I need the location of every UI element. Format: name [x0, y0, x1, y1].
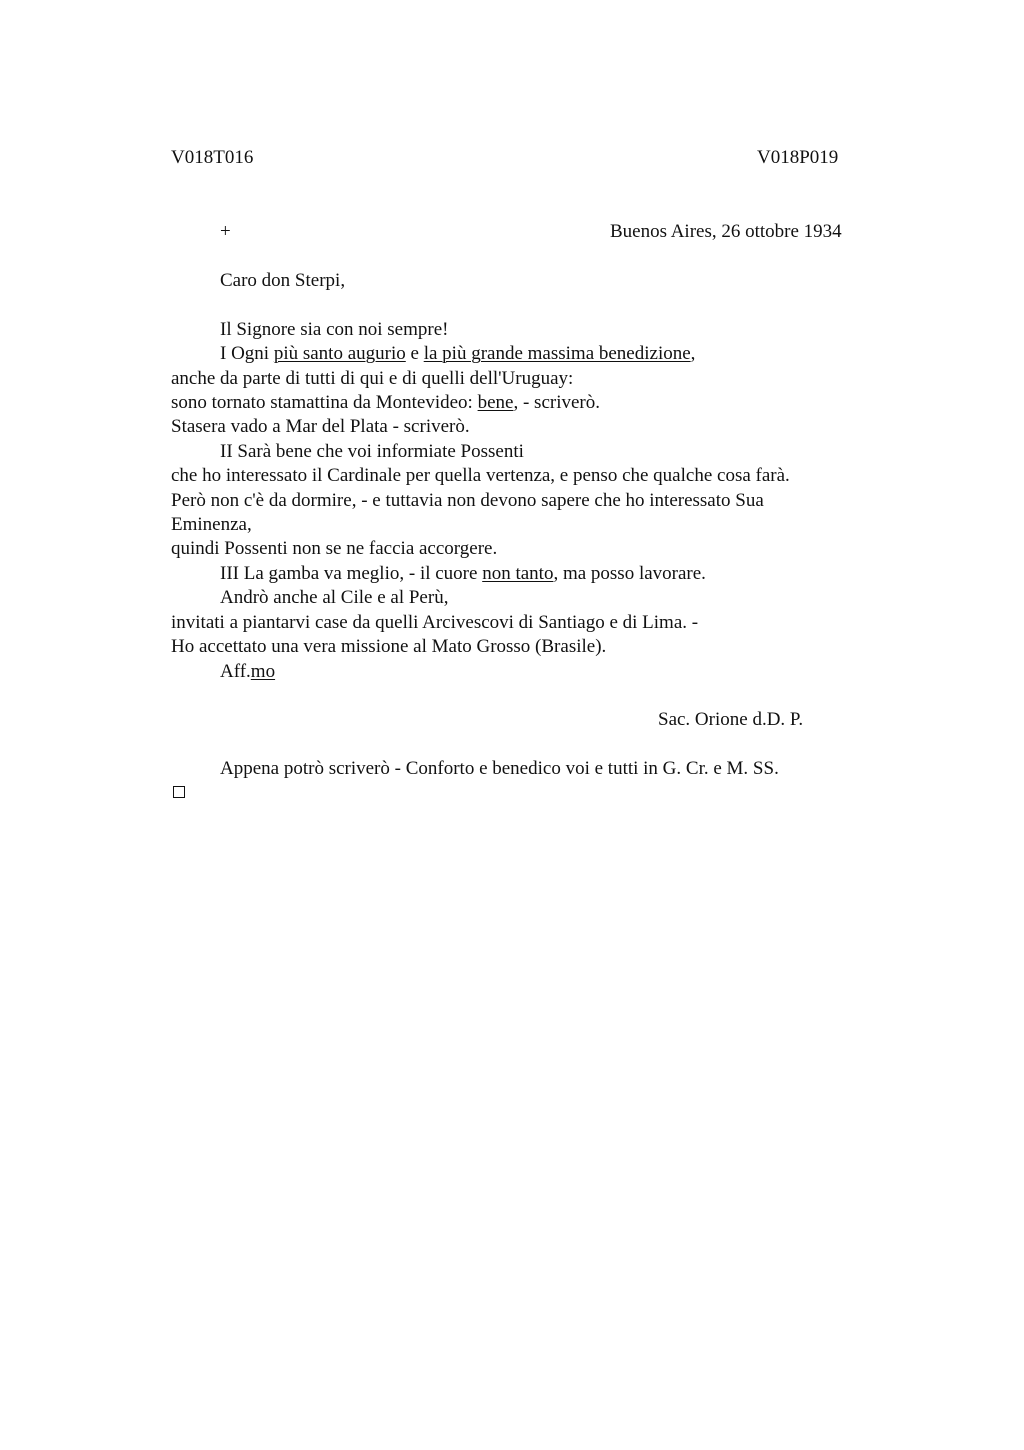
- underlined-phrase: la più grande massima benedizione: [423, 343, 691, 364]
- body-line-12: Andrò anche al Cile e al Perù,: [220, 587, 449, 608]
- header-left-code: V018T016: [171, 147, 254, 168]
- body-line-9: Eminenza,: [171, 514, 252, 535]
- body-line-5: Stasera vado a Mar del Plata - scriverò.: [171, 416, 470, 437]
- postscript: Appena potrò scriverò - Conforto e benedico voi e tutti in G. Cr. e M. SS.: [220, 758, 779, 779]
- empty-square-icon: [173, 786, 185, 798]
- underlined-phrase: bene: [477, 392, 514, 413]
- signature: Sac. Orione d.D. P.: [658, 709, 804, 730]
- body-line-4-part-c: , - scriverò.: [513, 392, 600, 413]
- body-line-11: [220, 562, 706, 586]
- cross-mark: +: [220, 221, 231, 242]
- body-line-10: quindi Possenti non se ne faccia accorgere.: [171, 538, 498, 559]
- body-line-14: Ho accettato una vera missione al Mato Grosso (Brasile).: [171, 636, 607, 657]
- body-line-1: Il Signore sia con noi sempre!: [220, 319, 449, 340]
- body-line-2: [220, 342, 695, 366]
- body-line-4-part-a: sono tornato stamattina da Montevideo:: [171, 392, 478, 413]
- body-line-4: [171, 391, 600, 415]
- closing-line: [220, 660, 275, 684]
- body-line-13: invitati a piantarvi case da quelli Arcivescovi di Santiago e di Lima. -: [171, 612, 699, 633]
- salutation: Caro don Sterpi,: [220, 270, 346, 291]
- body-line-6: II Sarà bene che voi informiate Possenti: [220, 441, 524, 462]
- body-line-3: anche da parte di tutti di qui e di quelli dell'Uruguay:: [171, 368, 574, 389]
- body-line-2-part-e: ,: [690, 343, 696, 364]
- body-line-2-part-a: I Ogni: [220, 343, 274, 364]
- body-line-11-part-c: , ma posso lavorare.: [553, 563, 706, 584]
- closing-part-a: Aff.: [220, 661, 251, 682]
- body-line-11-part-a: III La gamba va meglio, - il cuore: [220, 563, 483, 584]
- body-line-2-part-c: e: [405, 343, 424, 364]
- underlined-phrase: più santo augurio: [273, 343, 406, 364]
- body-line-8: Però non c'è da dormire, - e tuttavia non devono sapere che ho interessato Sua: [171, 490, 764, 511]
- underlined-phrase: non tanto: [482, 563, 554, 584]
- place-date: Buenos Aires, 26 ottobre 1934: [610, 221, 842, 242]
- body-line-7: che ho interessato il Cardinale per quella vertenza, e penso che qualche cosa farà.: [171, 465, 790, 486]
- underlined-phrase: mo: [250, 661, 276, 682]
- header-right-code: V018P019: [757, 147, 839, 168]
